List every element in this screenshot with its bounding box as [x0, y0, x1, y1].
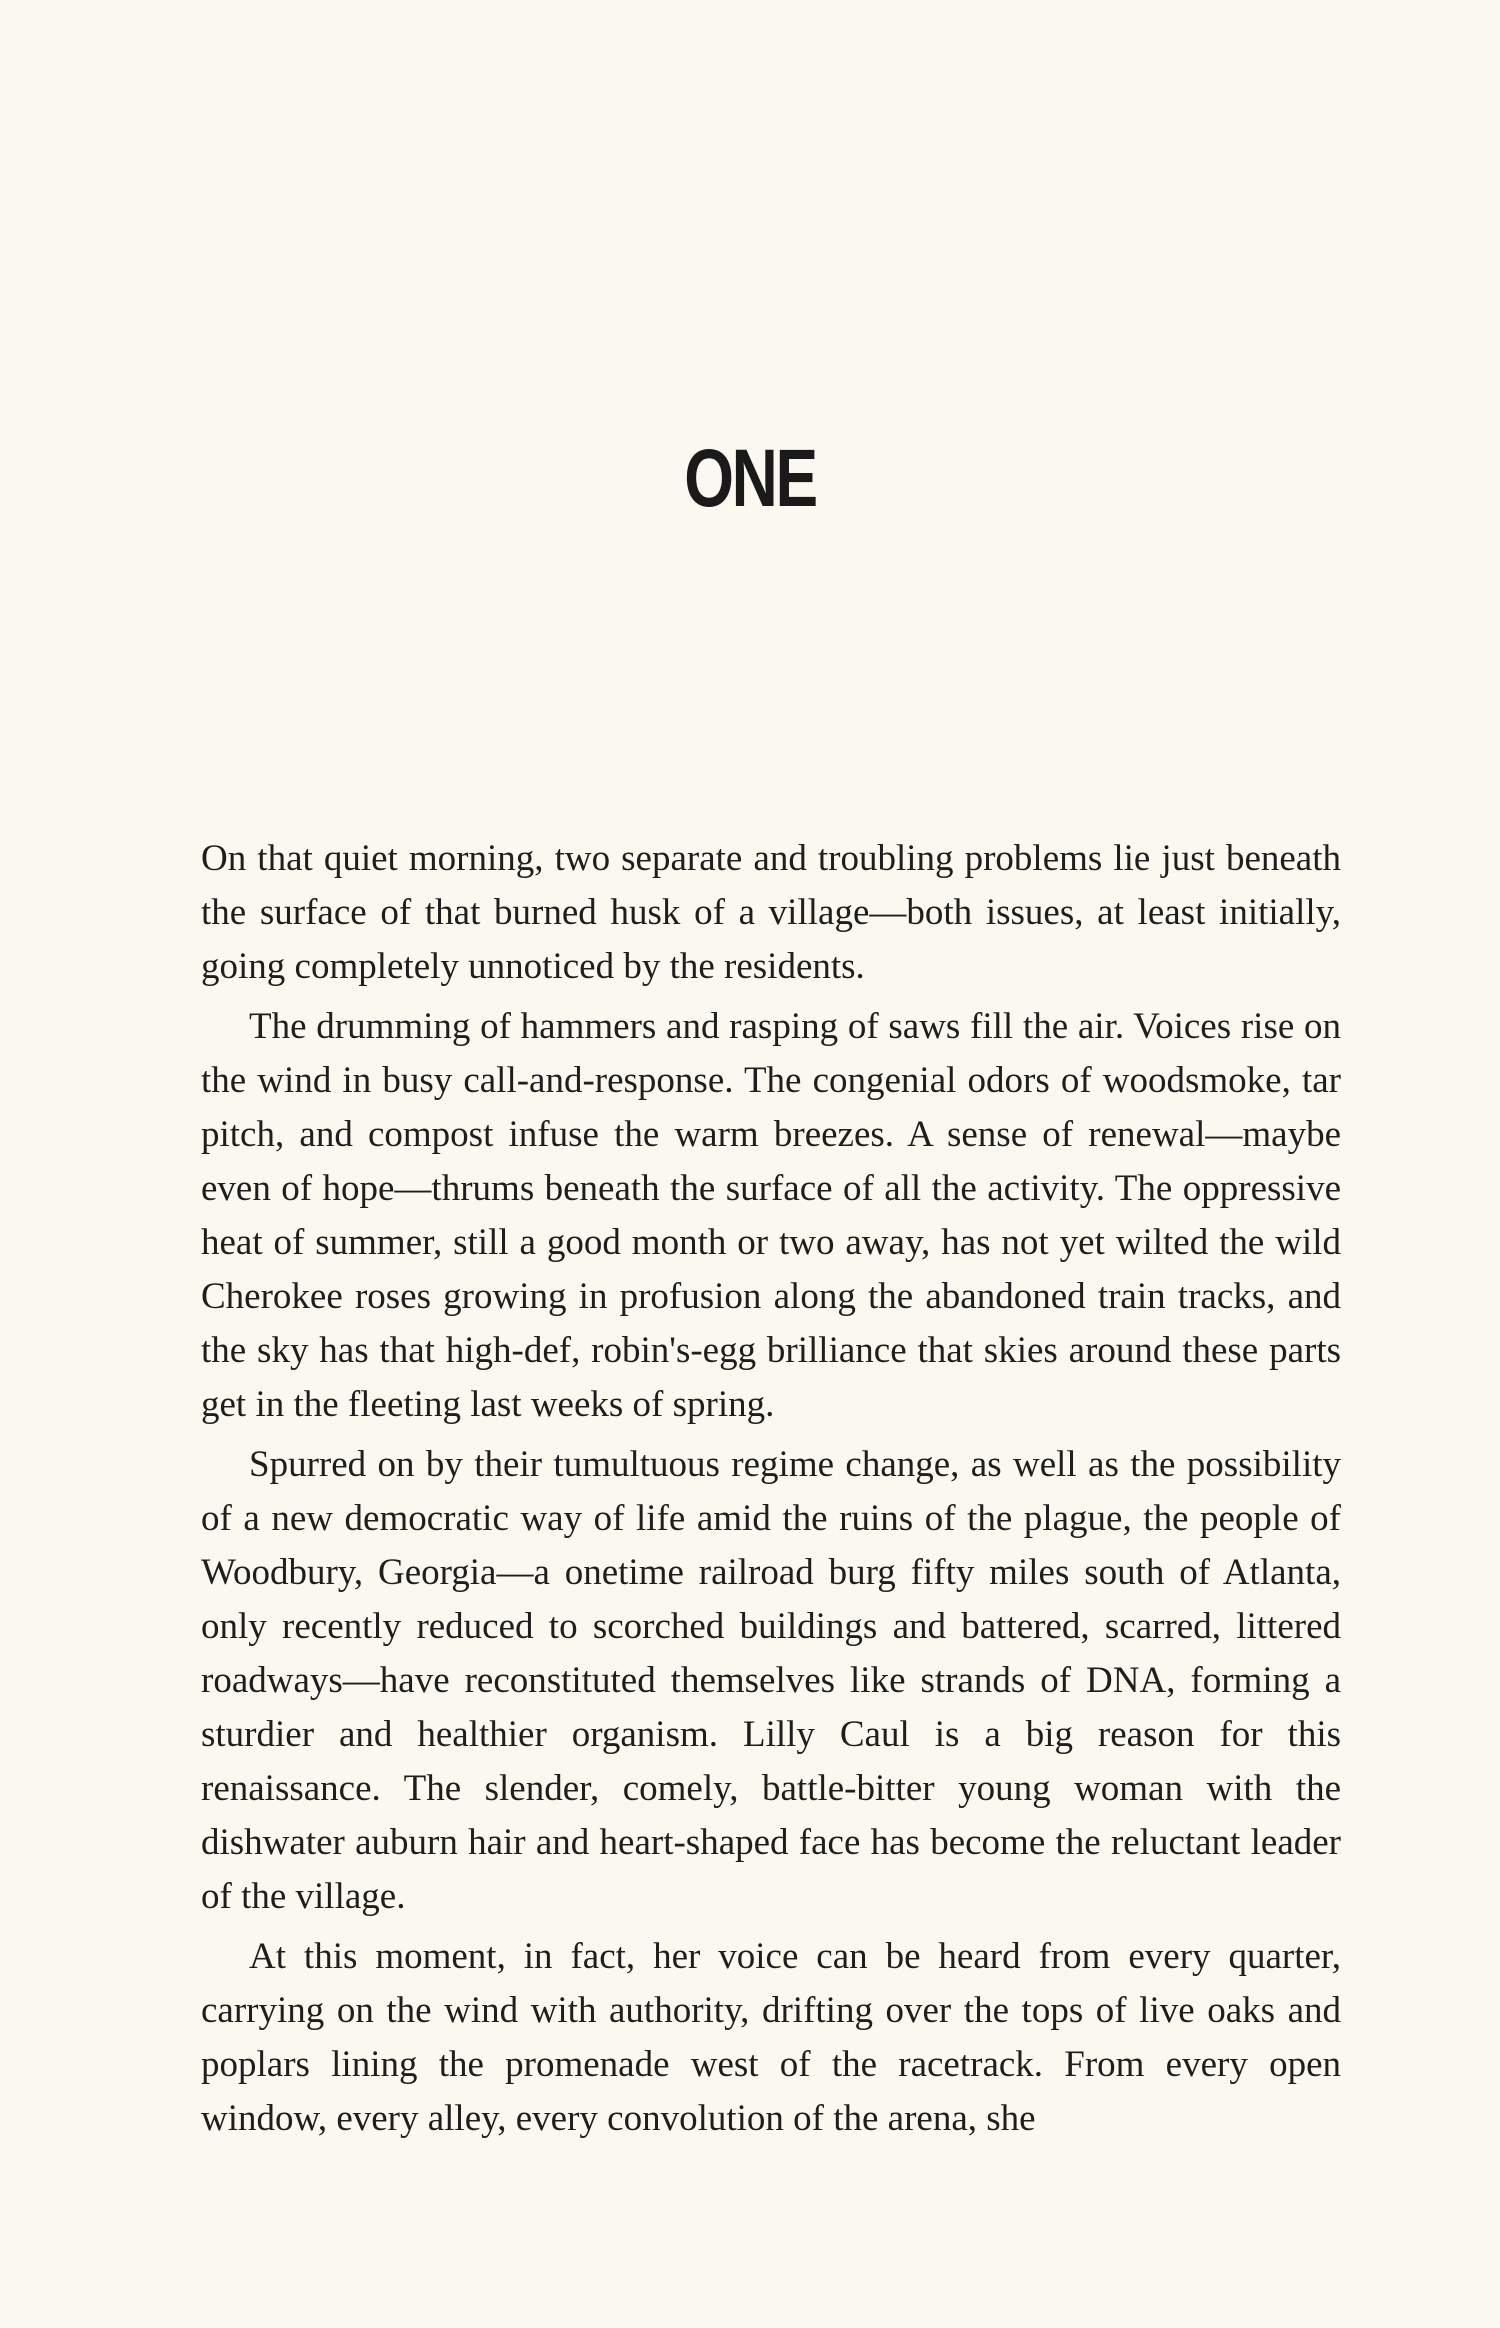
chapter-body	[201, 832, 1341, 2152]
chapter-title: ONE	[684, 433, 816, 524]
paragraph-3: Spurred on by their tumultuous regime change, as well as the possibility of a new democratic way of life amid the ruins of the plague, the people of Woodbury, Georgia—a onetime railroad burg fifty miles south of Atlanta, only recently reduced to scorched buildings and battered, scarred, littered roadways—have reconstituted themselves like strands of DNA, forming a sturdier and healthier organism. Lilly Caul is a big reason for this renaissance. The slender, comely, battle-bitter young woman with the dishwater auburn hair and heart-shaped face has become the reluctant leader of the village.	[201, 1444, 1341, 1917]
paragraph-1: On that quiet morning, two separate and troubling problems lie just beneath the surface of that burned husk of a village—both issues, at least initially, going completely unnoticed by the residents.	[201, 838, 1341, 987]
paragraph-4: At this moment, in fact, her voice can be heard from every quarter, carrying on the wind with authority, drifting over the tops of live oaks and poplars lining the promenade west of the racetrack. From every open window, every alley, every convolution of the arena, she	[201, 1936, 1341, 2139]
paragraph-2: The drumming of hammers and rasping of saws fill the air. Voices rise on the wind in busy call-and-response. The congenial odors of woodsmoke, tar pitch, and compost infuse the warm breezes. A sense of renewal—maybe even of hope—thrums beneath the surface of all the activity. The oppressive heat of summer, still a good month or two away, has not yet wilted the wild Cherokee roses growing in profusion along the abandoned train tracks, and the sky has that high-def, robin's-egg brilliance that skies around these parts get in the fleeting last weeks of spring.	[201, 1006, 1341, 1425]
